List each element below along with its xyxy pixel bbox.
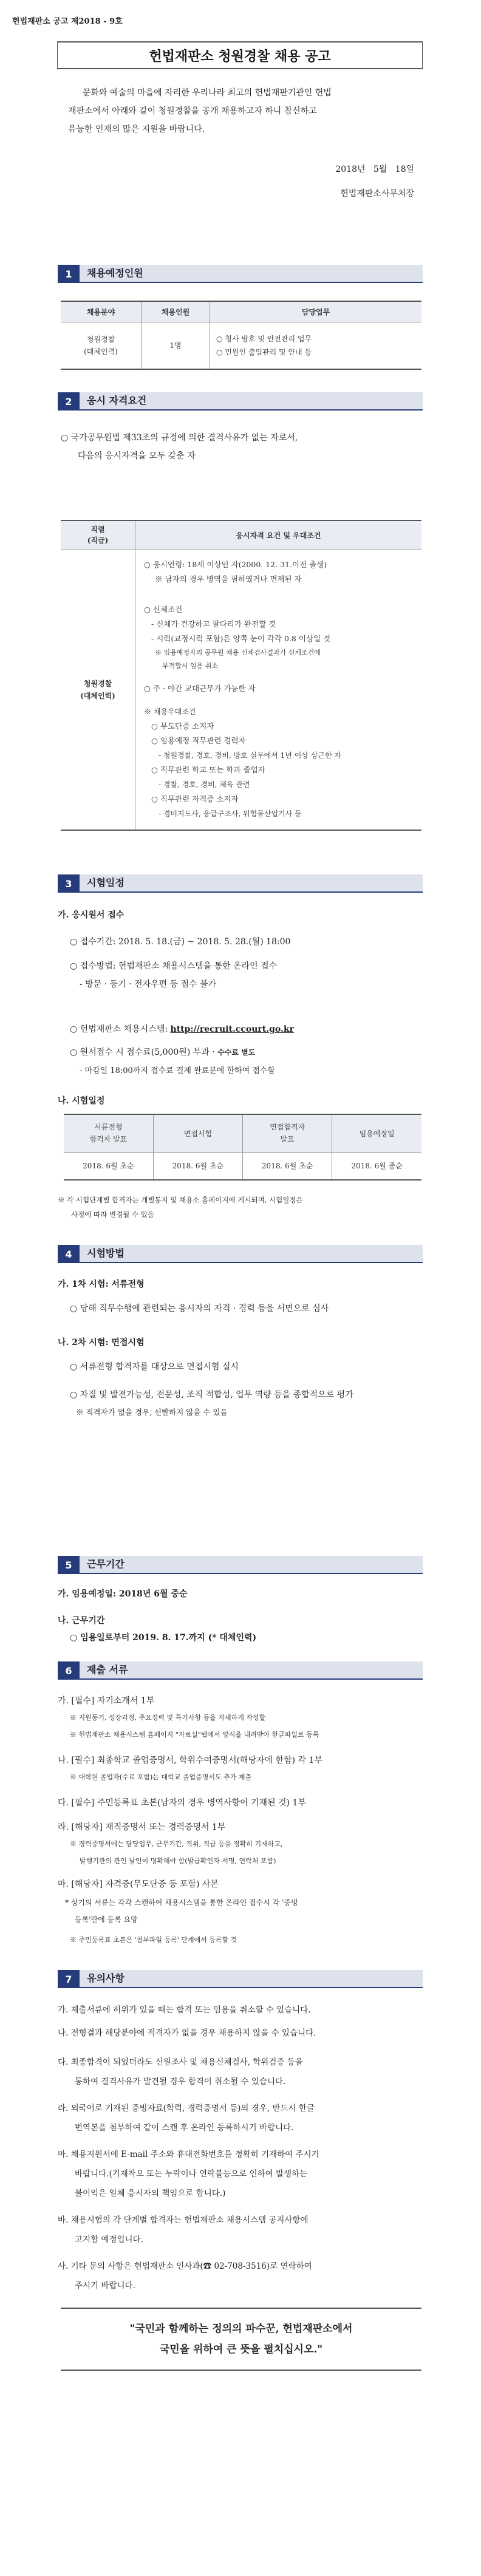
subsection-heading: 나. 2차 시험: 면접시험 bbox=[58, 1338, 145, 1348]
intro-line: 문화와 예술의 마을에 자리한 우리나라 최고의 헌법재판기관인 헌법 bbox=[83, 88, 332, 98]
section-title: 시험일정 bbox=[80, 874, 423, 893]
doc-item: 마. [해당자] 자격증(무도단증 등 포함) 사본 bbox=[58, 1879, 219, 1889]
table-header bbox=[243, 1114, 332, 1152]
subsection-heading: 가. 1차 시험: 서류전형 bbox=[58, 1279, 145, 1289]
header-line: (직급) bbox=[87, 536, 109, 545]
duty-item: ○ 청사 방호 및 안전관리 업무 bbox=[216, 334, 312, 343]
table-header: 응시자격 요건 및 우대조건 bbox=[135, 520, 422, 550]
doc-note: * 상기의 서류는 각각 스캔하여 채용시스템을 통한 온라인 접수시 각 '증빙 bbox=[65, 1898, 298, 1907]
section-number: 4 bbox=[58, 1245, 80, 1263]
doc-note: ※ 지원동기, 성장과정, 주요경력 및 특기사항 등을 자세하게 작성할 bbox=[70, 1714, 266, 1722]
subsection-heading: 나. 시험일정 bbox=[58, 1096, 105, 1106]
section-number: 6 bbox=[58, 1661, 80, 1680]
caution-item: 라. 외국어로 기재된 증빙자료(학력, 경력증명서 등)의 경우, 반드시 한글 bbox=[58, 2104, 315, 2113]
section-title: 유의사항 bbox=[80, 1970, 423, 1988]
schedule-line: - 마감일 18:00까지 접수료 결제 완료분에 한하여 접수함 bbox=[80, 1066, 275, 1075]
header-line: 면접시험 bbox=[183, 1129, 213, 1138]
method-line: ○ 당해 직무수행에 관련되는 응시자의 자격 · 경력 등을 서면으로 심사 bbox=[70, 1304, 329, 1314]
qual-item: ※ 채용우대조건 bbox=[144, 707, 196, 716]
qual-item: ※ 임용예정자의 공무원 채용 신체검사결과가 신체조건에 bbox=[155, 648, 321, 656]
qual-item: ○ 신체조건 bbox=[144, 604, 183, 614]
section-title: 채용예정인원 bbox=[80, 265, 423, 283]
qual-item: ○ 주 · 야간 교대근무가 가능한 자 bbox=[144, 683, 256, 693]
doc-note: ※ 헌법재판소 채용시스템 홈페이지 "자료실"탭에서 양식을 내려받아 한글파일로 등록 bbox=[70, 1731, 319, 1739]
qual-item: - 경비지도사, 응급구조사, 위험물산업기사 등 bbox=[159, 809, 302, 818]
table-cell: 2018. 6월 초순 bbox=[153, 1152, 242, 1180]
system-label: ○ 헌법재판소 채용시스템: bbox=[70, 1024, 171, 1034]
method-line: ○ 서류전형 합격자를 대상으로 면접시험 실시 bbox=[70, 1362, 239, 1372]
qual-line: ○ 국가공무원법 제33조의 규정에 의한 결격사유가 없는 자로서, bbox=[61, 433, 298, 443]
qual-item: ○ 직무관련 자격증 소지자 bbox=[151, 794, 239, 803]
count-cell: 1명 bbox=[142, 322, 210, 369]
table-header: 채용인원 bbox=[142, 301, 210, 322]
period-line: ○ 임용일로부터 2019. 8. 17.까지 (* 대체인력) bbox=[70, 1633, 257, 1643]
table-cell: 2018. 6월 중순 bbox=[351, 1162, 403, 1171]
field-name: 청원경찰 bbox=[86, 335, 115, 344]
section-1-header bbox=[58, 265, 423, 283]
doc-note: ※ 주민등록표 초본은 '첨부파일 등록' 단계에서 등록할 것 bbox=[70, 1936, 237, 1944]
caution-item: 주시기 바랍니다. bbox=[75, 2281, 135, 2291]
caution-item: 사. 기타 문의 사항은 헌법재판소 인사과(☎ 02-708-3516)로 연락하여 bbox=[58, 2261, 312, 2271]
caution-item: 나. 전형결과 해당분야에 적격자가 없을 경우 채용하지 않을 수 있습니다. bbox=[58, 2028, 316, 2038]
header-line: 면접합격자 bbox=[270, 1123, 305, 1132]
section-6-header bbox=[58, 1661, 423, 1680]
caution-item: 바. 채용시험의 각 단계별 합격자는 헌법재판소 채용시스템 공지사항에 bbox=[58, 2215, 309, 2225]
note-line: ※ 각 시험단계별 합격자는 개별통지 및 채용소 홈페이지에 게시되며, 시험일정은 bbox=[58, 1196, 303, 1204]
closing-line: 국민을 위하여 큰 뜻을 펼치십시오." bbox=[159, 2343, 323, 2356]
qualification-intro bbox=[61, 429, 425, 465]
table-header bbox=[61, 520, 135, 550]
header-line: 발표 bbox=[280, 1135, 295, 1144]
subsection-heading: 가. 응시원서 접수 bbox=[58, 910, 125, 920]
row-label-line: 청원경찰 bbox=[83, 679, 112, 688]
closing-box bbox=[61, 2308, 421, 2371]
table-header: 채용분야 bbox=[61, 301, 142, 322]
intro-line: 유능한 인재의 많은 지원을 바랍니다. bbox=[68, 124, 205, 134]
table-header bbox=[64, 1114, 153, 1152]
table-header: 담당업무 bbox=[210, 301, 422, 322]
doc-note: ※ 경력증명서에는 담당업무, 근무기간, 직위, 직급 등을 정확히 기재하고, bbox=[70, 1840, 283, 1848]
qual-item: - 시력(교정시력 포함)은 양쪽 눈이 각각 0.8 이상일 것 bbox=[151, 633, 331, 643]
document-number: 헌법재판소 공고 제2018 - 9호 bbox=[12, 17, 123, 26]
method-line: ※ 적격자가 없을 경우, 선발하지 않을 수 있음 bbox=[76, 1408, 228, 1417]
doc-item: 다. [필수] 주민등록표 초본(남자의 경우 병역사항이 기재된 것) 1부 bbox=[58, 1798, 306, 1808]
qual-item: ○ 무도단증 소지자 bbox=[151, 721, 214, 731]
qual-item: - 경찰, 경호, 경비, 체육 관련 bbox=[159, 780, 250, 789]
intro-line: 재판소에서 아래와 같이 청원경찰을 공개 채용하고자 하니 참신하고 bbox=[68, 106, 317, 116]
section-3-header bbox=[58, 874, 423, 893]
caution-item: 마. 채용지원서에 E-mail 주소와 휴대전화번호를 정확히 기재하여 주시기 bbox=[58, 2150, 319, 2159]
fee-label: ○ 원서접수 시 접수료(5,000원) 부과 · bbox=[70, 1048, 218, 1057]
qual-item: - 신체가 건강하고 팔다리가 완전할 것 bbox=[151, 619, 276, 629]
row-label-line: (대체인력) bbox=[80, 691, 115, 700]
method-line: ○ 자질 및 발전가능성, 전문성, 조직 적합성, 업무 역량 등을 종합적으로 평가 bbox=[70, 1390, 353, 1400]
row-label bbox=[61, 550, 135, 830]
schedule-line bbox=[70, 1023, 294, 1035]
qual-item: 부적합시 임용 취소 bbox=[162, 661, 219, 670]
doc-note: 등록'란에 등록 요망 bbox=[75, 1915, 138, 1924]
fee-note: 수수료 별도 bbox=[217, 1048, 256, 1057]
caution-item: 고지할 예정입니다. bbox=[75, 2235, 143, 2244]
section-number: 2 bbox=[58, 392, 80, 411]
header-line: 합격자 발표 bbox=[89, 1135, 128, 1144]
subsection-heading: 가. 임용예정일: 2018년 6월 중순 bbox=[58, 1589, 188, 1599]
qual-item: ○ 직무관련 학교 또는 학과 졸업자 bbox=[151, 765, 265, 774]
subsection-heading: 나. 근무기간 bbox=[58, 1616, 105, 1626]
caution-item: 가. 제출서류에 허위가 있을 때는 합격 또는 임용을 취소할 수 있습니다. bbox=[58, 2005, 311, 2015]
section-7-header bbox=[58, 1970, 423, 1988]
qual-item: - 청원경찰, 경호, 경비, 방호 실무에서 1년 이상 상근한 자 bbox=[159, 751, 341, 760]
section-title: 근무기간 bbox=[80, 1556, 423, 1574]
caution-item: 다. 최종합격이 되었더라도 신원조사 및 채용신체검사, 학위검증 등을 bbox=[58, 2057, 303, 2067]
table-header bbox=[332, 1114, 421, 1152]
qualification-table bbox=[61, 520, 421, 831]
table-header bbox=[153, 1114, 242, 1152]
doc-item: 라. [해당자] 재직증명서 또는 경력증명서 1부 bbox=[58, 1822, 226, 1832]
section-number: 5 bbox=[58, 1556, 80, 1574]
section-title: 제출 서류 bbox=[80, 1661, 423, 1680]
caution-item: 불이익은 일체 응시자의 책임으로 합니다.) bbox=[75, 2189, 226, 2198]
caution-item: 통하여 결격사유가 발견될 경우 합격이 취소될 수 있습니다. bbox=[75, 2077, 286, 2087]
recruit-system-link[interactable]: http://recruit.ccourt.go.kr bbox=[170, 1024, 294, 1034]
doc-note: 발행기관의 관인 날인이 명확해야 함(발급확인자 서명, 연락처 포함) bbox=[80, 1857, 276, 1865]
schedule-line: ○ 접수기간: 2018. 5. 18.(금) ~ 2018. 5. 28.(월) 18:00 bbox=[70, 937, 291, 947]
qual-item: ※ 남자의 경우 병역을 필하였거나 면제된 자 bbox=[155, 574, 302, 584]
duty-item: ○ 민원인 출입관리 및 안내 등 bbox=[216, 347, 312, 356]
qual-item: ○ 임용예정 직무관련 경력자 bbox=[151, 735, 246, 745]
intro-text bbox=[68, 84, 426, 138]
caution-item: 바랍니다.(기재착오 또는 누락이나 연락불능으로 인하여 발생하는 bbox=[75, 2169, 308, 2179]
page-title: 헌법재판소 청원경찰 채용 공고 bbox=[149, 49, 331, 64]
announcement-date: 2018년 5월 18일 bbox=[335, 165, 414, 174]
doc-item: 가. [필수] 자기소개서 1부 bbox=[58, 1696, 155, 1706]
qual-line: 다음의 응시자격을 모두 갖춘 자 bbox=[78, 451, 196, 461]
qual-item: ○ 응시연령: 18세 이상인 자(2000. 12. 31.이전 출생) bbox=[144, 559, 327, 569]
section-number: 7 bbox=[58, 1970, 80, 1988]
doc-item: 나. [필수] 최종학교 졸업증명서, 학위수여증명서(해당자에 한함) 각 1부 bbox=[58, 1756, 322, 1765]
table-cell: 2018. 6월 초순 bbox=[64, 1152, 153, 1180]
header-line: 서류전형 bbox=[94, 1123, 123, 1132]
schedule-line: - 방문 · 등기 · 전자우편 등 접수 불가 bbox=[80, 980, 217, 989]
header-line: 임용예정일 bbox=[359, 1129, 395, 1138]
caution-item: 번역본을 첨부하여 같이 스캔 후 온라인 등록하시기 바랍니다. bbox=[75, 2123, 294, 2133]
qualification-cell bbox=[135, 550, 422, 830]
section-2-header bbox=[58, 392, 423, 411]
field-sub: (대체인력) bbox=[84, 347, 118, 356]
section-number: 1 bbox=[58, 265, 80, 283]
duties-cell bbox=[210, 322, 422, 369]
note-line: 사정에 따라 변경될 수 있음 bbox=[71, 1210, 154, 1219]
field-cell bbox=[61, 322, 142, 369]
section-4-header bbox=[58, 1245, 423, 1263]
header-line: 직렬 bbox=[90, 525, 105, 534]
section-5-header bbox=[58, 1556, 423, 1574]
section-title: 응시 자격요건 bbox=[80, 392, 423, 411]
issuer: 헌법재판소사무처장 bbox=[340, 189, 414, 199]
section-number: 3 bbox=[58, 874, 80, 893]
schedule-line: ○ 접수방법: 헌법재판소 채용시스템을 통한 온라인 접수 bbox=[70, 961, 278, 971]
recruit-table bbox=[61, 301, 421, 370]
schedule-line bbox=[70, 1046, 255, 1058]
section-title: 시험방법 bbox=[80, 1245, 423, 1263]
table-cell: 2018. 6월 초순 bbox=[243, 1152, 332, 1180]
doc-note: ※ 대학원 졸업자(수료 포함)는 대학교 졸업증명서도 추가 제출 bbox=[70, 1773, 252, 1781]
title-box bbox=[57, 41, 423, 69]
closing-line: "국민과 함께하는 정의의 파수꾼, 헌법재판소에서 bbox=[129, 2323, 353, 2335]
exam-schedule-table bbox=[64, 1114, 421, 1181]
schedule-note bbox=[58, 1193, 434, 1222]
